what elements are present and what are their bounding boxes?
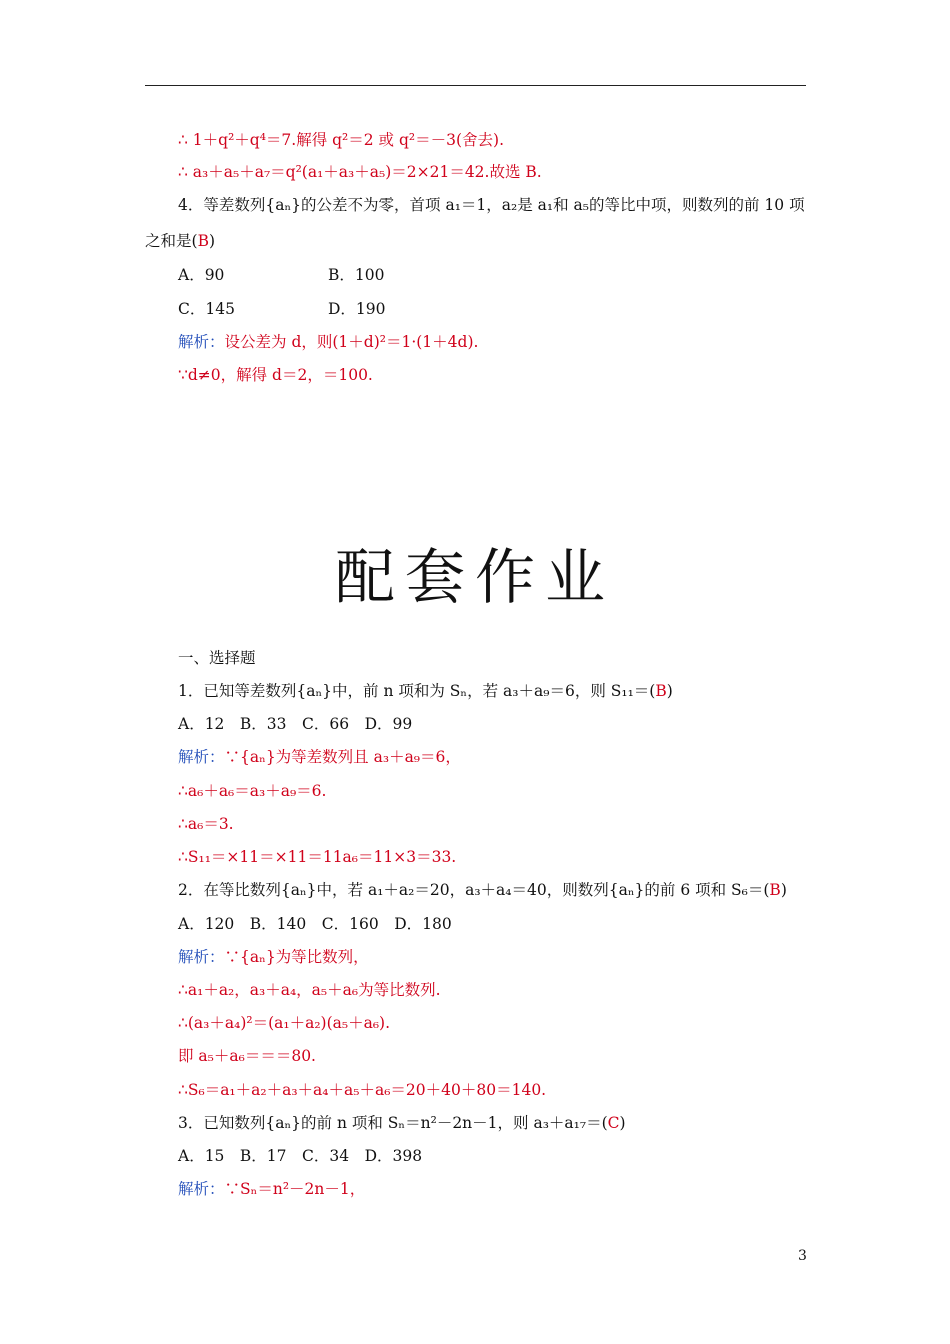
answer-mark: B [197, 232, 209, 250]
section-title: 配套作业 [335, 543, 615, 613]
option-b: B．100 [328, 266, 385, 284]
solution-label: 解析： [178, 948, 225, 966]
solution-label: 解析： [178, 748, 225, 766]
question-4-stem: 4．等差数列{aₙ}的公差不为零，首项 a₁＝1，a₂是 a₁和 a₅的等比中项，则数列的前 10 项 [178, 196, 805, 214]
answer-mark: B [769, 881, 781, 899]
solution-line: ∵d≠0，解得 d＝2，＝100. [178, 366, 373, 384]
solution-line: 解析：∵Sₙ＝n²－2n－1， [178, 1180, 366, 1198]
solution-line: 解析：∵{aₙ}为等比数列， [178, 948, 369, 966]
page-number: 3 [798, 1248, 807, 1264]
question-4-stem-cont: 之和是(B) [145, 232, 216, 250]
solution-line: ∴a₆＝3. [178, 815, 234, 833]
solution-line: ∴ 1＋q²＋q⁴＝7.解得 q²＝2 或 q²＝－3(舍去). [178, 131, 505, 149]
question-2-stem: 2．在等比数列{aₙ}中，若 a₁＋a₂＝20，a₃＋a₄＝40，则数列{aₙ}的前 6 项和 S₆＝(B) [178, 881, 787, 899]
solution-label: 解析： [178, 1180, 225, 1198]
solution-line: 解析：设公差为 d，则(1＋d)²＝1·(1＋4d). [178, 333, 479, 351]
option-d: D．190 [328, 300, 386, 318]
question-3-stem: 3．已知数列{aₙ}的前 n 项和 Sₙ＝n²－2n－1，则 a₃＋a₁₇＝(C) [178, 1114, 626, 1132]
solution-line: ∴S₆＝a₁＋a₂＋a₃＋a₄＋a₅＋a₆＝20＋40＋80＝140. [178, 1081, 547, 1099]
question-2-options: A．120 B．140 C．160 D．180 [178, 915, 452, 933]
answer-mark: C [607, 1114, 620, 1132]
option-a: A．90 [178, 266, 225, 284]
option-c: C．145 [178, 300, 235, 318]
solution-line: 解析：∵{aₙ}为等差数列且 a₃＋a₉＝6， [178, 748, 461, 766]
question-1-options: A．12 B．33 C．66 D．99 [178, 715, 413, 733]
question-1-stem: 1．已知等差数列{aₙ}中，前 n 项和为 Sₙ，若 a₃＋a₉＝6，则 S₁₁＝(B) [178, 682, 673, 700]
solution-line: 即 a₅＋a₆＝＝＝80. [178, 1047, 316, 1065]
section-heading: 一、选择题 [178, 649, 256, 667]
header-rule [145, 85, 806, 86]
question-3-options: A．15 B．17 C．34 D．398 [178, 1147, 423, 1165]
answer-mark: B [655, 682, 667, 700]
solution-line: ∴(a₃＋a₄)²＝(a₁＋a₂)(a₅＋a₆). [178, 1014, 391, 1032]
solution-line: ∴a₆＋a₆＝a₃＋a₉＝6. [178, 782, 327, 800]
solution-label: 解析： [178, 333, 225, 351]
solution-line: ∴a₁＋a₂，a₃＋a₄，a₅＋a₆为等比数列. [178, 981, 441, 999]
solution-line: ∴S₁₁＝×11＝×11＝11a₆＝11×3＝33. [178, 848, 457, 866]
solution-line: ∴ a₃＋a₅＋a₇＝q²(a₁＋a₃＋a₅)＝2×21＝42.故选 B. [178, 163, 542, 181]
